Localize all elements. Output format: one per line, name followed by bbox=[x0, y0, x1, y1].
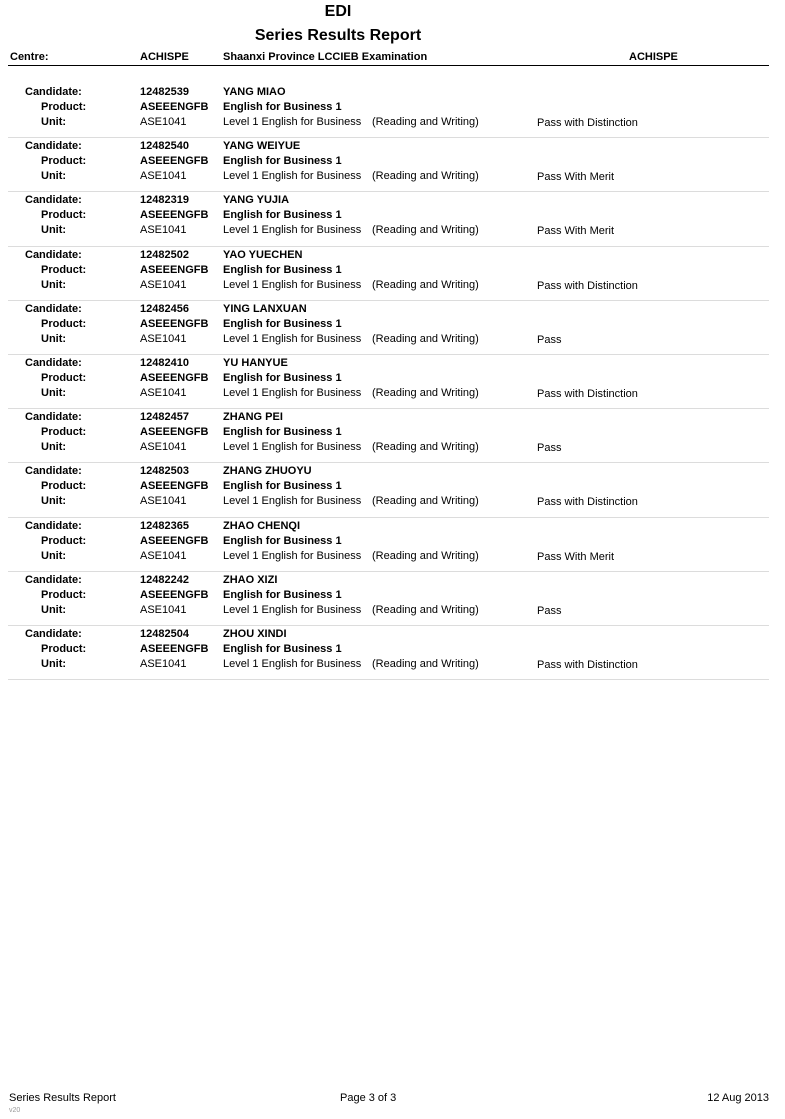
product-label: Product: bbox=[41, 101, 87, 113]
candidate-name: ZHOU XINDI bbox=[223, 627, 287, 640]
unit-code: ASE1041 bbox=[140, 495, 187, 508]
result-record bbox=[8, 247, 769, 301]
candidate-name: YANG WEIYUE bbox=[223, 140, 301, 153]
unit-mode: (Reading and Writing) bbox=[372, 170, 479, 183]
candidate-name: ZHAO CHENQI bbox=[223, 519, 300, 532]
centre-label: Centre: bbox=[10, 51, 49, 63]
result-record bbox=[8, 84, 769, 138]
product-code: ASEEENGFB bbox=[140, 371, 209, 384]
unit-code: ASE1041 bbox=[140, 224, 187, 237]
candidate-label: Candidate: bbox=[25, 140, 82, 153]
result-record bbox=[8, 626, 769, 680]
product-code: ASEEENGFB bbox=[140, 534, 209, 547]
unit-label: Unit: bbox=[41, 224, 67, 237]
product-code: ASEEENGFB bbox=[140, 317, 209, 330]
candidate-label: Candidate: bbox=[25, 194, 82, 207]
product-name: English for Business 1 bbox=[223, 155, 342, 168]
unit-mode: (Reading and Writing) bbox=[372, 386, 479, 399]
unit-code: ASE1041 bbox=[140, 278, 187, 291]
unit-label: Unit: bbox=[41, 549, 67, 562]
result-record bbox=[8, 409, 769, 463]
product-label: Product: bbox=[41, 317, 87, 330]
product-label: Product: bbox=[41, 209, 87, 222]
product-code: ASEEENGFB bbox=[140, 263, 209, 276]
product-name: English for Business 1 bbox=[223, 101, 342, 113]
candidate-name: YU HANYUE bbox=[223, 356, 288, 369]
candidate-label: Candidate: bbox=[25, 573, 82, 586]
result-grade: Pass With Merit bbox=[537, 225, 615, 238]
result-grade: Pass with Distinction bbox=[537, 496, 638, 509]
unit-name: Level 1 English for Business bbox=[223, 224, 362, 237]
unit-label: Unit: bbox=[41, 278, 67, 291]
result-grade: Pass with Distinction bbox=[537, 387, 638, 400]
result-grade: Pass With Merit bbox=[537, 171, 615, 184]
candidate-name: ZHANG ZHUOYU bbox=[223, 465, 312, 478]
product-name: English for Business 1 bbox=[223, 480, 342, 493]
unit-mode: (Reading and Writing) bbox=[372, 549, 479, 562]
product-code: ASEEENGFB bbox=[140, 642, 209, 655]
candidate-number: 12482502 bbox=[140, 248, 189, 261]
result-record bbox=[8, 572, 769, 626]
footer-page-number: Page 3 of 3 bbox=[340, 1092, 397, 1104]
result-record bbox=[8, 355, 769, 409]
product-label: Product: bbox=[41, 480, 87, 493]
unit-name: Level 1 English for Business bbox=[223, 386, 362, 399]
candidate-label: Candidate: bbox=[25, 356, 82, 369]
unit-code: ASE1041 bbox=[140, 386, 187, 399]
exam-name: Shaanxi Province LCCIEB Examination bbox=[223, 51, 428, 63]
candidate-number: 12482242 bbox=[140, 573, 189, 586]
product-code: ASEEENGFB bbox=[140, 209, 209, 222]
unit-name: Level 1 English for Business bbox=[223, 332, 362, 345]
unit-label: Unit: bbox=[41, 386, 67, 399]
unit-label: Unit: bbox=[41, 657, 67, 670]
product-name: English for Business 1 bbox=[223, 371, 342, 384]
unit-mode: (Reading and Writing) bbox=[372, 278, 479, 291]
result-record bbox=[8, 518, 769, 572]
unit-name: Level 1 English for Business bbox=[223, 603, 362, 616]
result-record bbox=[8, 463, 769, 517]
result-grade: Pass bbox=[537, 333, 562, 346]
candidate-label: Candidate: bbox=[25, 411, 82, 424]
unit-mode: (Reading and Writing) bbox=[372, 441, 479, 454]
candidate-label: Candidate: bbox=[25, 465, 82, 478]
candidate-label: Candidate: bbox=[25, 302, 82, 315]
unit-mode: (Reading and Writing) bbox=[372, 657, 479, 670]
unit-mode: (Reading and Writing) bbox=[372, 603, 479, 616]
candidate-name: YANG YUJIA bbox=[223, 194, 290, 207]
candidate-name: ZHAO XIZI bbox=[223, 573, 278, 586]
candidate-label: Candidate: bbox=[25, 86, 82, 98]
unit-code: ASE1041 bbox=[140, 332, 187, 345]
candidate-number: 12482539 bbox=[140, 86, 189, 98]
product-name: English for Business 1 bbox=[223, 209, 342, 222]
product-label: Product: bbox=[41, 588, 87, 601]
unit-code: ASE1041 bbox=[140, 441, 187, 454]
unit-name: Level 1 English for Business bbox=[223, 549, 362, 562]
unit-code: ASE1041 bbox=[140, 603, 187, 616]
candidate-name: YAO YUECHEN bbox=[223, 248, 303, 261]
organization-name: EDI bbox=[324, 3, 352, 20]
product-code: ASEEENGFB bbox=[140, 426, 209, 439]
result-record bbox=[8, 192, 769, 246]
unit-name: Level 1 English for Business bbox=[223, 278, 362, 291]
footer-date: 12 Aug 2013 bbox=[707, 1092, 769, 1104]
candidate-number: 12482540 bbox=[140, 140, 189, 153]
centre-code: ACHISPE bbox=[140, 51, 189, 63]
unit-label: Unit: bbox=[41, 170, 67, 183]
unit-mode: (Reading and Writing) bbox=[372, 332, 479, 345]
result-grade: Pass with Distinction bbox=[537, 279, 638, 292]
product-code: ASEEENGFB bbox=[140, 101, 209, 113]
unit-mode: (Reading and Writing) bbox=[372, 224, 479, 237]
candidate-label: Candidate: bbox=[25, 248, 82, 261]
product-name: English for Business 1 bbox=[223, 642, 342, 655]
product-label: Product: bbox=[41, 534, 87, 547]
candidate-number: 12482504 bbox=[140, 627, 189, 640]
unit-code: ASE1041 bbox=[140, 116, 187, 128]
candidate-name: ZHANG PEI bbox=[223, 411, 283, 424]
product-name: English for Business 1 bbox=[223, 534, 342, 547]
result-grade: Pass With Merit bbox=[537, 550, 615, 563]
candidate-number: 12482456 bbox=[140, 302, 189, 315]
product-code: ASEEENGFB bbox=[140, 480, 209, 493]
unit-label: Unit: bbox=[41, 116, 67, 128]
unit-code: ASE1041 bbox=[140, 657, 187, 670]
unit-name: Level 1 English for Business bbox=[223, 441, 362, 454]
candidate-number: 12482410 bbox=[140, 356, 189, 369]
unit-label: Unit: bbox=[41, 441, 67, 454]
unit-name: Level 1 English for Business bbox=[223, 116, 362, 128]
product-name: English for Business 1 bbox=[223, 263, 342, 276]
product-label: Product: bbox=[41, 371, 87, 384]
product-name: English for Business 1 bbox=[223, 317, 342, 330]
product-code: ASEEENGFB bbox=[140, 588, 209, 601]
unit-label: Unit: bbox=[41, 332, 67, 345]
candidate-number: 12482503 bbox=[140, 465, 189, 478]
candidate-name: YING LANXUAN bbox=[223, 302, 307, 315]
product-label: Product: bbox=[41, 426, 87, 439]
candidate-label: Candidate: bbox=[25, 627, 82, 640]
centre-code-right: ACHISPE bbox=[629, 51, 678, 63]
result-record bbox=[8, 138, 769, 192]
unit-code: ASE1041 bbox=[140, 549, 187, 562]
unit-label: Unit: bbox=[41, 603, 67, 616]
unit-name: Level 1 English for Business bbox=[223, 170, 362, 183]
header-divider bbox=[8, 65, 769, 66]
unit-label: Unit: bbox=[41, 495, 67, 508]
candidate-number: 12482319 bbox=[140, 194, 189, 207]
product-name: English for Business 1 bbox=[223, 426, 342, 439]
unit-name: Level 1 English for Business bbox=[223, 495, 362, 508]
results-list bbox=[0, 84, 785, 680]
result-grade: Pass with Distinction bbox=[537, 658, 638, 671]
candidate-number: 12482457 bbox=[140, 411, 189, 424]
unit-code: ASE1041 bbox=[140, 170, 187, 183]
candidate-label: Candidate: bbox=[25, 519, 82, 532]
report-title: Series Results Report bbox=[254, 27, 422, 44]
candidate-name: YANG MIAO bbox=[223, 86, 286, 98]
result-grade: Pass with Distinction bbox=[537, 117, 638, 129]
unit-mode: (Reading and Writing) bbox=[372, 495, 479, 508]
footer-report-name: Series Results Report bbox=[9, 1092, 116, 1104]
candidate-number: 12482365 bbox=[140, 519, 189, 532]
result-grade: Pass bbox=[537, 604, 562, 617]
product-label: Product: bbox=[41, 155, 87, 168]
result-grade: Pass bbox=[537, 442, 562, 455]
unit-name: Level 1 English for Business bbox=[223, 657, 362, 670]
product-label: Product: bbox=[41, 642, 87, 655]
product-label: Product: bbox=[41, 263, 87, 276]
result-record bbox=[8, 301, 769, 355]
footer-version: v20 bbox=[9, 1107, 21, 1114]
unit-mode: (Reading and Writing) bbox=[372, 116, 479, 128]
product-code: ASEEENGFB bbox=[140, 155, 209, 168]
product-name: English for Business 1 bbox=[223, 588, 342, 601]
